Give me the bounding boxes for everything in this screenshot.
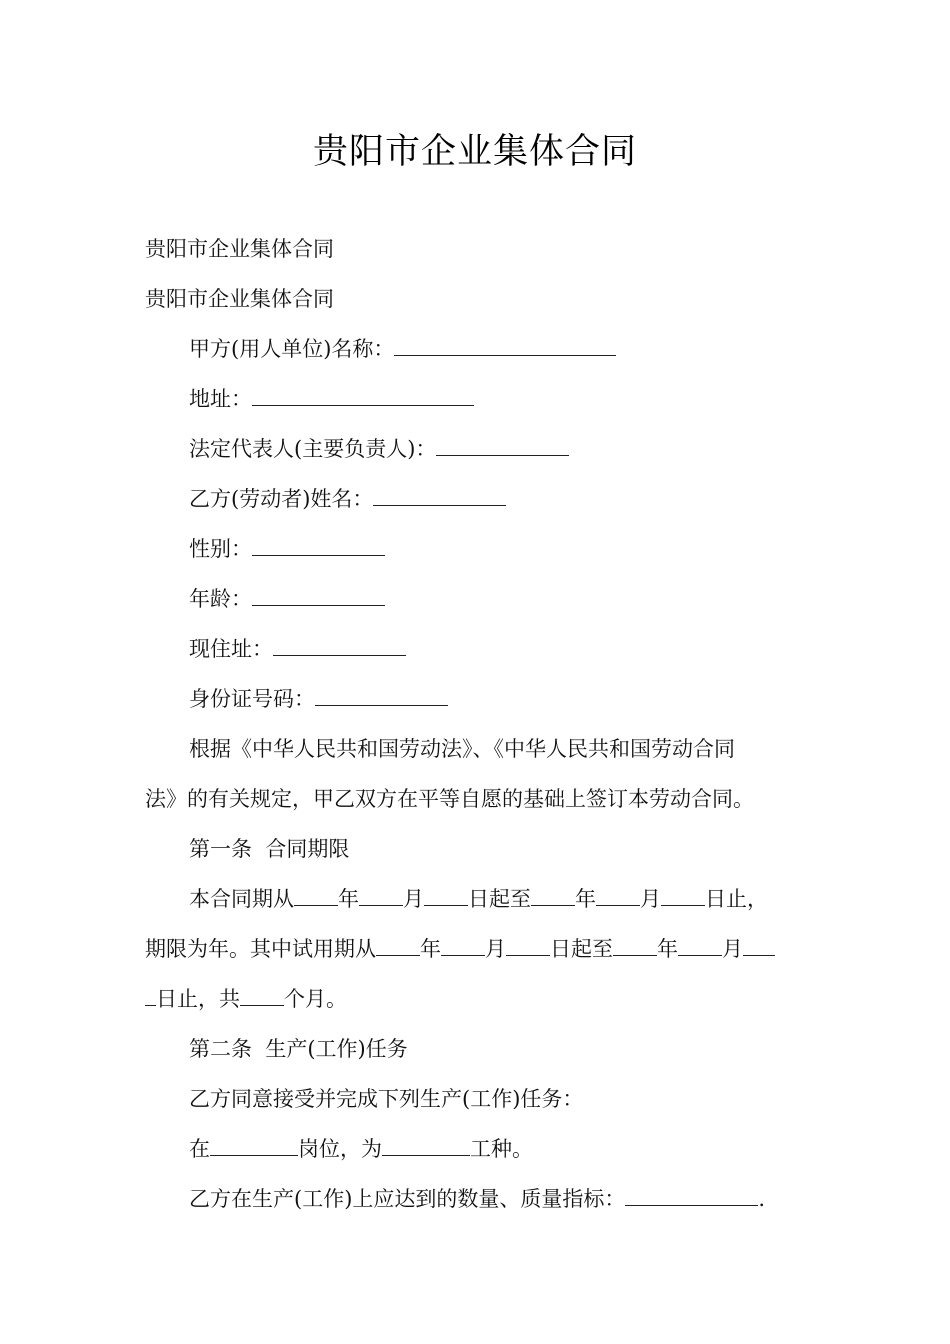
quota-period: . xyxy=(758,1187,766,1211)
party-a-name-blank xyxy=(394,335,616,356)
residence-field xyxy=(189,634,406,664)
quota-line xyxy=(189,1184,765,1214)
subtitle-line-1: 贵阳市企业集体合同 xyxy=(145,237,334,261)
party-b-name-label: 乙方(劳动者)姓名： xyxy=(189,487,374,511)
year-unit: 年 xyxy=(575,887,596,911)
term-line-3 xyxy=(145,984,347,1014)
month-unit: 月 xyxy=(485,937,506,961)
address-label: 地址： xyxy=(189,387,252,411)
residence-label: 现住址： xyxy=(189,637,273,661)
probation-end-day-blank-cont xyxy=(145,985,156,1006)
end-label: 日止， xyxy=(705,887,768,911)
start-day-blank xyxy=(424,885,468,906)
probation-start-month-blank xyxy=(441,935,485,956)
job-type-blank xyxy=(382,1135,470,1156)
probation-label: 期限为年。其中试用期从 xyxy=(145,937,376,961)
month-unit: 月 xyxy=(722,937,743,961)
id-number-blank xyxy=(315,685,448,706)
end-month-blank xyxy=(596,885,640,906)
party-a-name-field xyxy=(189,334,616,364)
task-intro-line: 乙方同意接受并完成下列生产(工作)任务： xyxy=(189,1087,584,1111)
preamble-line-2: 法》的有关规定，甲乙双方在平等自愿的基础上签订本劳动合同。 xyxy=(145,787,754,811)
month-unit: 月 xyxy=(640,887,661,911)
job-type-label: 工种。 xyxy=(470,1137,533,1161)
months-label: 个月。 xyxy=(284,987,347,1011)
position-blank xyxy=(210,1135,298,1156)
address-field xyxy=(189,384,474,414)
document-title: 贵阳市企业集体合同 xyxy=(312,132,637,172)
age-label: 年龄： xyxy=(189,587,252,611)
subtitle-line-2: 贵阳市企业集体合同 xyxy=(145,287,334,311)
year-unit: 年 xyxy=(420,937,441,961)
quota-label: 乙方在生产(工作)上应达到的数量、质量指标： xyxy=(189,1187,626,1211)
end-day-blank xyxy=(661,885,705,906)
residence-blank xyxy=(273,635,406,656)
party-b-name-blank xyxy=(373,485,506,506)
address-blank xyxy=(252,385,474,406)
age-field xyxy=(189,584,385,614)
gender-blank xyxy=(252,535,385,556)
at-label: 在 xyxy=(189,1137,210,1161)
legal-rep-blank xyxy=(436,435,569,456)
total-label: 日止，共 xyxy=(156,987,240,1011)
term-line-2 xyxy=(145,934,775,964)
end-year-blank xyxy=(531,885,575,906)
age-blank xyxy=(252,585,385,606)
months-count-blank xyxy=(240,985,284,1006)
start-year-blank xyxy=(294,885,338,906)
probation-start-year-blank xyxy=(376,935,420,956)
gender-label: 性别： xyxy=(189,537,252,561)
probation-end-year-blank xyxy=(613,935,657,956)
gender-field xyxy=(189,534,385,564)
article-2-heading: 第二条 生产(工作)任务 xyxy=(189,1037,408,1061)
position-label: 岗位，为 xyxy=(298,1137,382,1161)
legal-rep-label: 法定代表人(主要负责人)： xyxy=(189,437,437,461)
id-number-field xyxy=(189,684,448,714)
probation-end-day-blank xyxy=(743,935,775,956)
party-b-name-field xyxy=(189,484,506,514)
party-a-name-label: 甲方(用人单位)名称： xyxy=(189,337,395,361)
term-line-1 xyxy=(189,884,768,914)
legal-rep-field xyxy=(189,434,569,464)
id-number-label: 身份证号码： xyxy=(189,687,315,711)
start-month-blank xyxy=(359,885,403,906)
position-line xyxy=(189,1134,533,1164)
probation-end-month-blank xyxy=(678,935,722,956)
until-label: 日起至 xyxy=(468,887,531,911)
term-start-label: 本合同期从 xyxy=(189,887,294,911)
year-unit: 年 xyxy=(338,887,359,911)
quota-blank xyxy=(625,1185,758,1206)
probation-start-day-blank xyxy=(506,935,550,956)
year-unit: 年 xyxy=(657,937,678,961)
preamble-line-1: 根据《中华人民共和国劳动法》、《中华人民共和国劳动合同 xyxy=(189,737,735,761)
article-1-heading: 第一条 合同期限 xyxy=(189,837,350,861)
month-unit: 月 xyxy=(403,887,424,911)
until-label: 日起至 xyxy=(550,937,613,961)
